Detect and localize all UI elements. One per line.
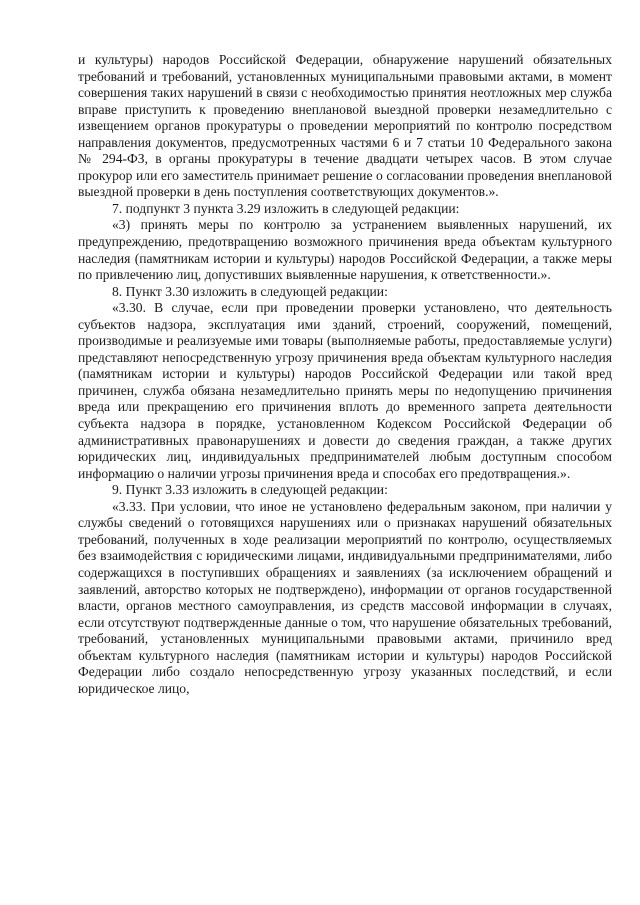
paragraph-item-9-text: «3.33. При условии, что иное не установлено федеральным законом, при наличии у службы сведений о готовящихся нарушениях или о признаках нарушений обязательных требований, полученных в ходе реализации мероприятий по контролю, осуществляемых без взаимодействия с юридическими лицами, индивидуальными предпринимателями, либо содержащихся в поступивших обращениях и заявлениях (за исключением обращений и заявлений, авторство которых не подтверждено), информации от органов государственной власти, органов местного самоуправления, из средств массовой информации в случаях, если отсутствуют подтвержденные данные о том, что нарушение обязательных требований, требований, установленных муниципальными правовыми актами, причинило вред объектам культурного наследия (памятникам истории и культуры) народов Российской Федерации либо создало непосредственную угрозу указанных последствий, и если юридическое лицо, (78, 498, 612, 696)
paragraph-item-7-text: «3) принять меры по контролю за устранением выявленных нарушений, их предупреждению, предотвращению возможного причинения вреда объектам культурного наследия (памятникам истории и культуры) народов Российской Федерации, а также меры по привлечению лиц, допустивших выявленные нарушения, к ответственности.». (78, 217, 612, 283)
paragraph-item-8-heading: 8. Пункт 3.30 изложить в следующей редакции: (112, 283, 388, 299)
paragraph-continuation: и культуры) народов Российской Федерации, обнаружение нарушений обязательных требований и требований, установленных муниципальными правовыми актами, в момент совершения таких нарушений в связи с необходимостью принятия неотложных мер служба вправе приступить к проведению внеплановой выездной проверки незамедлительно с извещением органов прокуратуры о проведении мероприятий по контролю посредством направления документов, предусмотренных частями 6 и 7 статьи 10 Федерального закона № 294-ФЗ, в органы прокуратуры в течение двадцати четырех часов. В этом случае прокурор или его заместитель принимает решение о согласовании проведения внеплановой выездной проверки в день поступления соответствующих документов.». (78, 52, 612, 200)
document-page (78, 52, 612, 697)
paragraph-item-9-heading: 9. Пункт 3.33 изложить в следующей редакции: (112, 482, 388, 498)
paragraph-item-8-text: «3.30. В случае, если при проведении проверки установлено, что деятельность субъектов надзора, эксплуатация ими зданий, строений, сооружений, помещений, производимые и реализуемые ими товары (выполняемые работы, предоставляемые услуги) представляют непосредственную угрозу причинения вреда объектам культурного наследия (памятникам истории и культуры) народов Российской Федерации или такой вред причинен, служба обязана незамедлительно принять меры по недопущению причинения вреда или прекращению его причинения вплоть до временного запрета деятельности субъекта надзора в порядке, установленном Кодексом Российской Федерации об административных правонарушениях и довести до сведения граждан, а также других юридических лиц, индивидуальных предпринимателей любым доступным способом информацию о наличии угрозы причинения вреда и способах его предотвращения.». (78, 300, 612, 481)
paragraph-item-7-heading: 7. подпункт 3 пункта 3.29 изложить в следующей редакции: (112, 200, 460, 216)
